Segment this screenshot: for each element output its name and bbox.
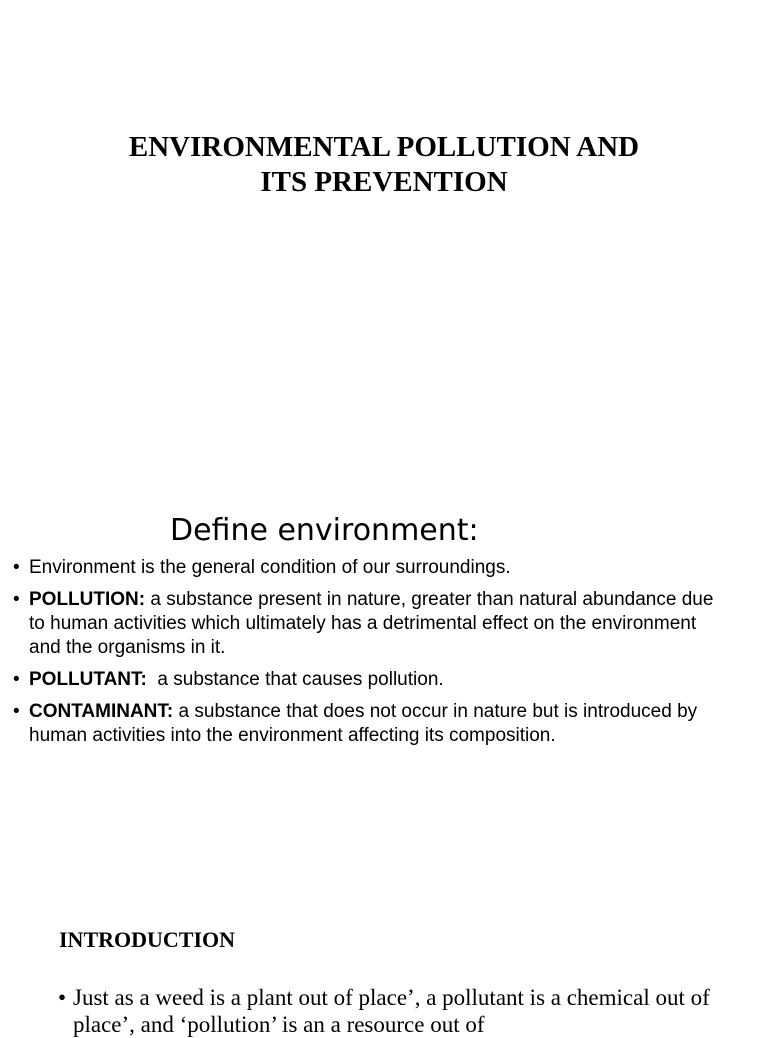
slide-definitions bbox=[0, 480, 768, 900]
definition-text: a substance that does not occur in nature but is introduced by human activities into the environment affecting its composition. bbox=[29, 701, 698, 746]
definition-text: a substance present in nature, greater than natural abundance due to human activities which ultimately has a detrimental effect on the environment and the organisms in it. bbox=[29, 589, 714, 658]
bullet-icon: • bbox=[13, 669, 20, 690]
bullet-icon: • bbox=[13, 589, 20, 610]
list-item bbox=[13, 556, 733, 580]
definition-term: POLLUTION: bbox=[29, 589, 146, 610]
definitions-heading: Define environment: bbox=[170, 513, 479, 548]
definitions-list bbox=[13, 556, 733, 756]
page-title bbox=[0, 130, 768, 200]
bullet-icon: • bbox=[13, 701, 20, 722]
list-item bbox=[13, 668, 733, 692]
list-item bbox=[13, 700, 733, 748]
slide-title bbox=[0, 0, 768, 480]
introduction-paragraph bbox=[58, 984, 733, 1038]
title-line-1: ENVIRONMENTAL POLLUTION AND bbox=[128, 131, 640, 163]
definition-text: Environment is the general condition of our surroundings. bbox=[29, 557, 511, 578]
introduction-text: Just as a weed is a plant out of place’, a pollutant is a chemical out of place’, and ‘pollution’ is an a resource out of bbox=[73, 985, 710, 1037]
introduction-heading: INTRODUCTION bbox=[59, 927, 236, 952]
definition-term: POLLUTANT: bbox=[29, 669, 147, 690]
definition-term: CONTAMINANT: bbox=[29, 701, 174, 722]
title-line-2: ITS PREVENTION bbox=[260, 166, 508, 198]
list-item bbox=[13, 588, 733, 660]
slide-introduction bbox=[0, 900, 768, 1037]
definition-text: a substance that causes pollution. bbox=[146, 669, 444, 690]
bullet-icon: • bbox=[13, 557, 20, 578]
bullet-icon: • bbox=[58, 985, 67, 1010]
